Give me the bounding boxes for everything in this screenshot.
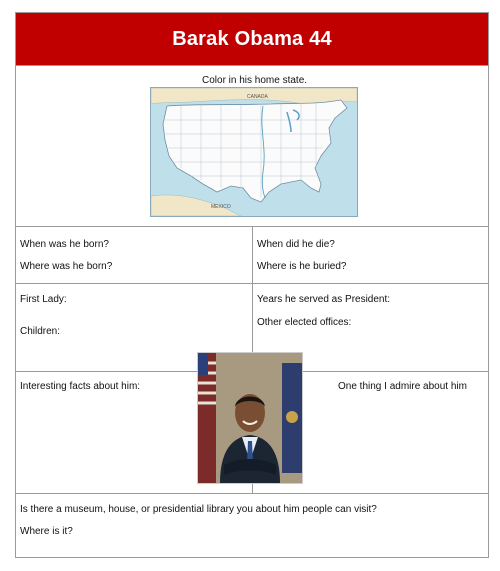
- prompt-where-is-it: Where is it?: [20, 526, 73, 537]
- prompt-first-lady: First Lady:: [20, 294, 67, 305]
- map-label-mexico: MEXICO: [211, 204, 231, 210]
- us-map-graphic: [151, 88, 357, 216]
- map-caption: Color in his home state.: [202, 75, 308, 86]
- prompt-born-when: When was he born?: [20, 239, 109, 250]
- prompt-years-president: Years he served as President:: [257, 294, 391, 305]
- president-portrait: [197, 352, 303, 484]
- map-label-canada: CANADA: [247, 94, 268, 100]
- prompt-facts: Interesting facts about him:: [20, 381, 141, 392]
- title-banner: [16, 13, 488, 65]
- prompt-admire: One thing I admire about him: [338, 381, 467, 392]
- us-map: [150, 87, 358, 217]
- prompt-born-where: Where was he born?: [20, 261, 113, 272]
- column-divider: [252, 483, 253, 493]
- prompt-children: Children:: [20, 326, 61, 337]
- portrait-graphic: [198, 353, 302, 483]
- prompt-museum: Is there a museum, house, or presidential library you about him people can visit?: [20, 504, 377, 515]
- prompt-other-offices: Other elected offices:: [257, 317, 352, 328]
- column-divider: [252, 227, 253, 283]
- worksheet: [15, 12, 489, 558]
- divider: [16, 65, 488, 66]
- prompt-died-when: When did he die?: [257, 239, 335, 250]
- prompt-buried-where: Where is he buried?: [257, 261, 347, 272]
- page-title: Barak Obama 44: [172, 27, 332, 50]
- divider: [16, 493, 488, 494]
